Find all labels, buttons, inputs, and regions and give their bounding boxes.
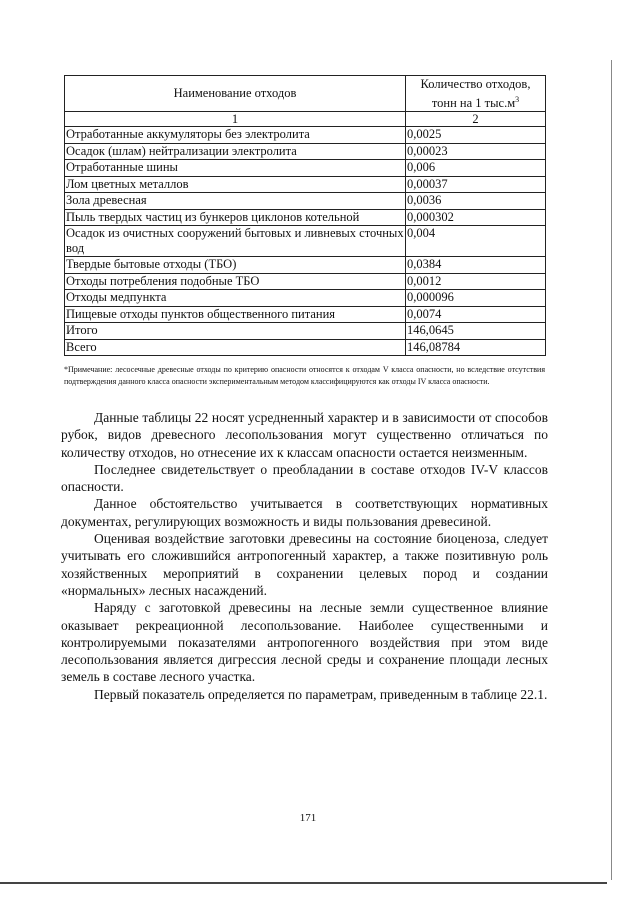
page-number: 171 [299,812,317,824]
table-row [65,257,546,274]
header-qty-superscript: 3 [515,95,520,104]
waste-quantity-cell: 0,0074 [406,306,546,323]
header-qty-line2: тонн на 1 тыс.м [431,96,516,111]
table-row [65,273,546,290]
header-waste-name: Наименование отходов [65,76,406,112]
waste-quantity-cell: 0,0012 [406,273,546,290]
waste-quantity-cell: 0,0036 [406,193,546,210]
table-header-row [65,76,546,112]
table-row [65,323,546,340]
waste-name-cell: Всего [65,339,406,356]
waste-name-cell: Отходы потребления подобные ТБО [65,273,406,290]
table-row [65,339,546,356]
waste-name-cell: Итого [65,323,406,340]
waste-quantity-cell: 0,004 [406,226,546,257]
waste-quantity-cell: 146,0645 [406,323,546,340]
table-row [65,306,546,323]
header-waste-quantity [406,76,546,112]
waste-name-cell: Отходы медпункта [65,290,406,307]
body-text [61,409,548,703]
waste-name-cell: Осадок из очистных сооружений бытовых и ливневых сточных вод [66,226,404,256]
waste-name-cell: Твердые бытовые отходы (ТБО) [65,257,406,274]
paragraph: Данные таблицы 22 носят усредненный характер и в зависимости от способов рубок, видов древесного лесопользования могут существенно отличаться по количеству отходов, но отнесение их к классам опасности остается неизменным. [61,410,548,460]
waste-quantity-cell: 0,00037 [406,176,546,193]
waste-quantity-cell: 146,08784 [406,339,546,356]
paragraph: Последнее свидетельствует о преобладании в составе отходов IV-V классов опасности. [61,461,548,495]
table-body [65,127,546,356]
waste-name-cell: Отработанные шины [65,160,406,177]
waste-name-cell: Зола древесная [65,193,406,210]
header-qty-line1: Количество отходов, [420,77,531,91]
waste-quantity-cell: 0,00023 [406,143,546,160]
table-row [65,209,546,226]
waste-name-cell: Пищевые отходы пунктов общественного питания [65,306,406,323]
paragraph: Оценивая воздействие заготовки древесины на состояние биоценоза, следует учитывать его сложившийся антропогенный характер, а также позитивную роль хозяйственных мероприятий в сохранении целевых пород и создании «нормальных» лесных насаждений. [61,531,548,598]
waste-table [64,75,546,356]
table-row [65,160,546,177]
waste-name-cell: Лом цветных металлов [65,176,406,193]
table-row [65,143,546,160]
table-row [65,193,546,210]
table-row [65,290,546,307]
waste-quantity-cell: 0,006 [406,160,546,177]
scan-edge-bottom [0,882,607,884]
paragraph: Наряду с заготовкой древесины на лесные земли существенное влияние оказывает рекреационной лесопользование. Наиболее существенными и контролируемыми показателями антропогенного воздействия при этом виде лесопользования является дигрессия лесной среды и сохранение площади лесных земель в составе лесного участка. [61,600,548,685]
paragraph: Первый показатель определяется по параметрам, приведенным в таблице 22.1. [94,686,548,702]
waste-quantity-cell: 0,000302 [406,209,546,226]
table-row [65,226,546,257]
table-footnote: *Примечание: лесосечные древесные отходы по критерию опасности относятся к отходам V класса опасности, но вследствие отсутствия подтверждения данного класса опасности экспериментальным методом классифицируются как отходы IV класса опасности. [64,365,545,386]
scan-edge-right [611,60,612,880]
column-number-row [65,112,546,127]
waste-quantity-cell: 0,000096 [406,290,546,307]
waste-name-cell: Осадок (шлам) нейтрализации электролита [65,143,406,160]
column-number-1: 1 [65,112,406,127]
waste-quantity-cell: 0,0384 [406,257,546,274]
waste-name-cell: Отработанные аккумуляторы без электролита [65,127,406,144]
column-number-2: 2 [406,112,546,127]
waste-quantity-cell: 0,0025 [406,127,546,144]
table-row [65,176,546,193]
paragraph: Данное обстоятельство учитывается в соответствующих нормативных документах, регулирующих возможность и виды пользования древесиной. [61,496,548,529]
waste-name-cell: Пыль твердых частиц из бункеров циклонов котельной [65,209,406,226]
table-row [65,127,546,144]
